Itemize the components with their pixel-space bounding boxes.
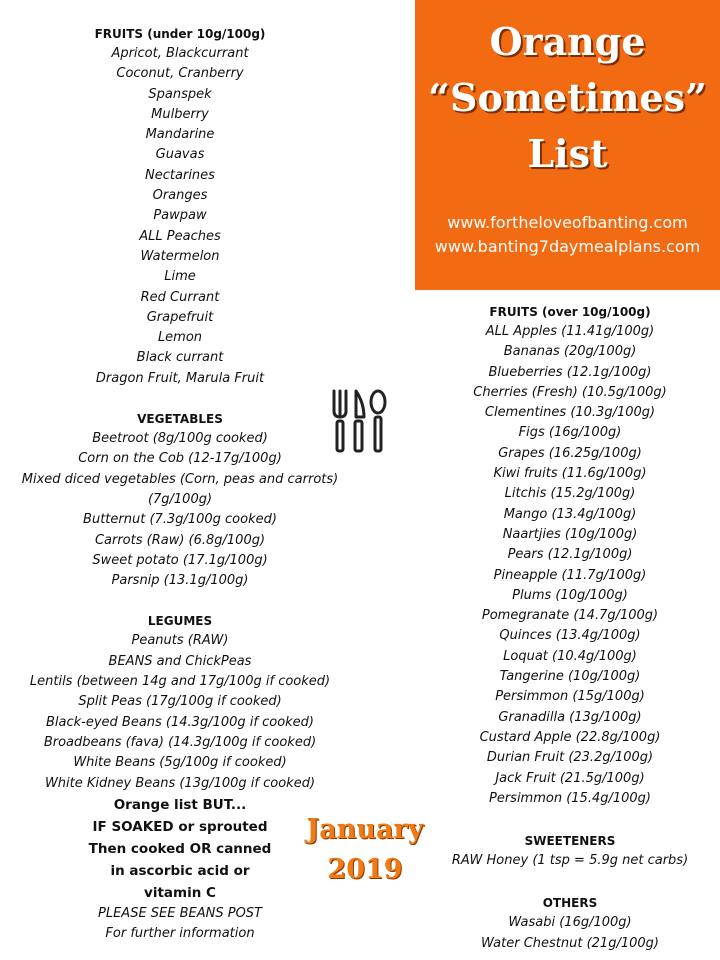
right-column (420, 302, 720, 954)
list-item: Jack Fruit (21.5g/100g) (495, 770, 645, 786)
list-item: Persimmon (15.4g/100g) (488, 790, 651, 806)
list-item: Carrots (Raw) (6.8g/100g) (94, 532, 266, 548)
date-year: 2019 (327, 854, 403, 885)
note-line: Then cooked OR canned (88, 840, 272, 857)
list-item: Wasabi (16g/100g) (508, 915, 632, 931)
list-item: Spanspek (148, 86, 212, 102)
list-item: Pineapple (11.7g/100g) (493, 567, 647, 583)
list-item: ALL Apples (11.41g/100g) (485, 324, 655, 339)
list-item: Quinces (13.4g/100g) (499, 628, 641, 644)
date-month: January (306, 814, 424, 845)
section-heading: VEGETABLES (137, 412, 223, 427)
list-item: Granadilla (13g/100g) (498, 709, 642, 725)
list-item: White Beans (5g/100g if cooked) (73, 755, 287, 771)
list-item: Oranges (152, 188, 208, 204)
website-url[interactable]: www.banting7daymealplans.com (434, 237, 701, 256)
list-item: Beetroot (8g/100g cooked) (92, 431, 268, 447)
section-heading: LEGUMES (147, 614, 213, 629)
list-item: Naartjies (10g/100g) (502, 526, 638, 542)
list-item: Lentils (between 14g and 17g/100g if cooked) (29, 674, 331, 690)
list-item: Split Peas (17g/100g if cooked) (78, 694, 282, 710)
list-item: Mulberry (151, 106, 209, 122)
list-item: Apricot, Blackcurrant (111, 46, 249, 61)
list-item: Black-eyed Beans (14.3g/100g if cooked) (45, 714, 315, 730)
list-item: BEANS and ChickPeas (108, 653, 252, 669)
list-item: Peanuts (RAW) (131, 633, 229, 649)
section-heading: OTHERS (542, 896, 598, 911)
list-item: Coconut, Cranberry (116, 66, 244, 82)
list-item: Dragon Fruit, Marula Fruit (95, 370, 265, 386)
note-line: IF SOAKED or sprouted (92, 818, 268, 835)
list-item: Broadbeans (fava) (14.3g/100g if cooked) (43, 734, 317, 750)
others-list (420, 913, 720, 954)
list-item: Nectarines (145, 167, 215, 183)
banner-urls (415, 211, 720, 259)
note-line: Orange list BUT... (113, 796, 247, 813)
list-item: For further information (105, 926, 255, 942)
list-item: Plums (10g/100g) (512, 587, 628, 603)
list-item: (7g/100g) (147, 491, 213, 507)
list-item: Tangerine (10g/100g) (499, 669, 641, 685)
banner-title (415, 14, 720, 182)
list-item: Bananas (20g/100g) (503, 344, 637, 360)
list-item: Custard Apple (22.8g/100g) (479, 729, 661, 745)
note-line: in ascorbic acid or (110, 862, 250, 879)
list-item: Durian Fruit (23.2g/100g) (486, 750, 654, 766)
list-item: RAW Honey (1 tsp = 5.9g net carbs) (451, 853, 689, 869)
list-item: Clementines (10.3g/100g) (484, 405, 656, 421)
banner-title-line: Orange (489, 19, 646, 64)
list-item: Kiwi fruits (11.6g/100g) (493, 466, 647, 482)
list-item: Lime (164, 269, 196, 285)
list-item: Corn on the Cob (12-17g/100g) (78, 451, 282, 467)
fruits-under-list (0, 44, 360, 389)
list-item: Litchis (15.2g/100g) (504, 486, 636, 502)
list-item: Watermelon (140, 248, 220, 264)
section-heading: FRUITS (over 10g/100g) (489, 305, 651, 319)
list-item: Parsnip (13.1g/100g) (111, 573, 249, 589)
legumes-note-italic (0, 904, 360, 945)
list-item: Blueberries (12.1g/100g) (488, 364, 652, 380)
list-item: Mandarine (145, 127, 215, 143)
list-item: Pawpaw (153, 208, 207, 224)
title-banner (415, 0, 720, 290)
list-item: Sweet potato (17.1g/100g) (92, 552, 268, 568)
list-item: Red Currant (140, 289, 220, 305)
list-item: White Kidney Beans (13g/100g if cooked) (44, 775, 316, 791)
banner-title-line: “Sometimes” (428, 75, 707, 120)
list-item: Guavas (155, 147, 205, 163)
legumes-list (0, 631, 360, 793)
list-item: PLEASE SEE BEANS POST (98, 905, 262, 921)
list-item: Lemon (157, 330, 203, 346)
section-heading: SWEETENERS (524, 834, 616, 849)
fruits-over-list (420, 322, 720, 809)
list-item: Water Chestnut (21g/100g) (481, 935, 659, 951)
left-column (0, 24, 360, 944)
banner-title-line: List (527, 131, 608, 176)
fork-knife-spoon-icon (326, 385, 390, 455)
list-item: Figs (16g/100g) (518, 425, 622, 441)
list-item: Butternut (7.3g/100g cooked) (83, 512, 277, 528)
note-line: vitamin C (144, 884, 216, 901)
list-item: Grapes (16.25g/100g) (498, 445, 642, 461)
list-item: Loquat (10.4g/100g) (503, 648, 637, 664)
website-url[interactable]: www.fortheloveofbanting.com (447, 213, 688, 232)
list-item: Pears (12.1g/100g) (507, 547, 633, 563)
section-heading: FRUITS (under 10g/100g) (94, 27, 266, 41)
list-item: Mango (13.4g/100g) (503, 506, 637, 522)
vegetables-list (0, 429, 360, 591)
list-item: Black currant (136, 350, 224, 366)
list-item: Mixed diced vegetables (Corn, peas and carrots) (21, 471, 339, 487)
list-item: Pomegranate (14.7g/100g) (481, 608, 659, 624)
list-item: Grapefruit (146, 309, 214, 325)
list-item: Persimmon (15g/100g) (495, 689, 645, 705)
list-item: ALL Peaches (139, 228, 221, 244)
list-item: Cherries (Fresh) (10.5g/100g) (473, 384, 667, 400)
sweeteners-list (420, 851, 720, 871)
